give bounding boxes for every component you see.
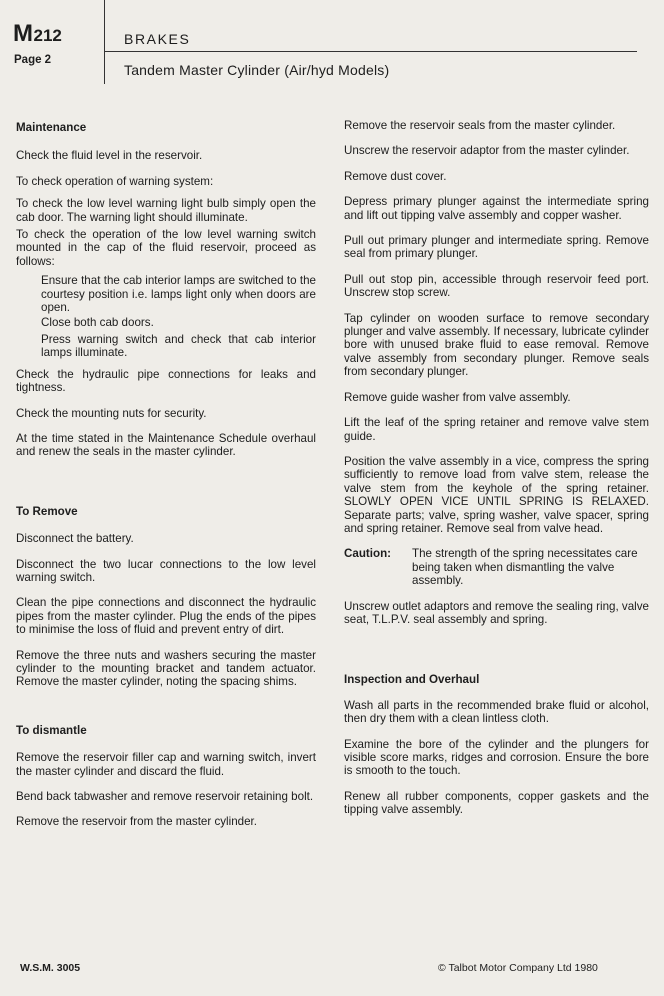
to-dismantle-para: Bend back tabwasher and remove reservoir retaining bolt.: [16, 790, 314, 803]
dismantle-step: Remove the reservoir seals from the master cylinder.: [344, 119, 616, 132]
header-vertical-rule: [104, 0, 105, 84]
to-remove-para: Disconnect the battery.: [16, 532, 134, 546]
maintenance-para: Check the hydraulic pipe connections for leaks and tightness.: [16, 367, 316, 395]
to-remove-para: Disconnect the two lucar connections to the low level warning switch.: [16, 557, 316, 584]
maintenance-para: To check operation of warning system:: [16, 174, 214, 188]
to-dismantle-heading: To dismantle: [16, 723, 87, 737]
maintenance-subpara: Close both cab doors.: [41, 316, 154, 330]
caution-text: The strength of the spring necessitates care being taken when dismantling the valve assembly.: [412, 547, 638, 588]
inspection-para: Examine the bore of the cylinder and the plungers for visible score marks, ridges and corrosion. Ensure the bore is smooth to the touch.: [344, 737, 649, 778]
maintenance-para: To check the operation of the low level warning switch mounted in the cap of the fluid reservoir, proceed as follows:: [16, 228, 316, 268]
section-code-number: 212: [33, 26, 62, 45]
to-remove-heading: To Remove: [16, 504, 78, 518]
section-code-letter: M: [13, 20, 33, 47]
caution-note: [344, 547, 649, 587]
header-horizontal-rule: [104, 51, 637, 52]
document-code: W.S.M. 3005: [20, 962, 81, 974]
dismantle-step: Remove dust cover.: [344, 169, 447, 183]
dismantle-step: Lift the leaf of the spring retainer and remove valve stem guide.: [344, 416, 649, 443]
to-dismantle-para: Remove the reservoir from the master cylinder.: [16, 815, 257, 829]
page-subtitle: Tandem Master Cylinder (Air/hyd Models): [124, 62, 390, 78]
maintenance-para: To check the low level warning light bulb simply open the cab door. The warning light should illuminate.: [16, 197, 316, 224]
to-remove-para: Clean the pipe connections and disconnect the hydraulic pipes from the master cylinder. Plug the ends of the pipes to minimise the loss of fluid and prevent entry of dirt.: [16, 596, 316, 637]
section-code: [13, 20, 62, 48]
section-title: BRAKES: [124, 31, 191, 47]
maintenance-subpara: Press warning switch and check that cab interior lamps illuminate.: [41, 332, 316, 360]
maintenance-subpara: Ensure that the cab interior lamps are switched to the courtesy position i.e. lamps light only when doors are open.: [41, 274, 316, 315]
dismantle-step: Pull out stop pin, accessible through reservoir feed port. Unscrew stop screw.: [344, 272, 649, 300]
dismantle-step: Tap cylinder on wooden surface to remove secondary plunger and valve assembly. If necessary, lubricate cylinder bore with unused brake fluid to ease removal. Remove valve assembly from secondary plunger. Remove seals from secondary plunger.: [344, 311, 649, 379]
inspection-para: Renew all rubber components, copper gaskets and the tipping valve assembly.: [344, 789, 649, 817]
copyright-notice: © Talbot Motor Company Ltd 1980: [438, 962, 598, 974]
maintenance-para: Check the mounting nuts for security.: [16, 406, 207, 420]
dismantle-step: Pull out primary plunger and intermediate spring. Remove seal from primary plunger.: [344, 234, 649, 261]
caution-label: Caution:: [344, 547, 392, 561]
maintenance-para: Check the fluid level in the reservoir.: [16, 149, 203, 163]
dismantle-step: Remove guide washer from valve assembly.: [344, 390, 571, 404]
page-number: Page 2: [14, 54, 52, 66]
dismantle-step: Unscrew outlet adaptors and remove the sealing ring, valve seat, T.L.P.V. seal assembly and spring.: [344, 599, 649, 626]
right-column: [344, 119, 649, 817]
left-column: [16, 121, 316, 829]
dismantle-step: Unscrew the reservoir adaptor from the master cylinder.: [344, 144, 630, 158]
inspection-heading: Inspection and Overhaul: [344, 673, 480, 687]
maintenance-para: At the time stated in the Maintenance Schedule overhaul and renew the seals in the master cylinder.: [16, 431, 316, 459]
dismantle-step: Depress primary plunger against the intermediate spring and lift out tipping valve assembly and copper washer.: [344, 195, 649, 222]
to-dismantle-para: Remove the reservoir filler cap and warning switch, invert the master cylinder and discard the fluid.: [16, 751, 316, 778]
maintenance-heading: Maintenance: [16, 121, 87, 134]
dismantle-step: Position the valve assembly in a vice, compress the spring sufficiently to remove load from valve stem, release the valve stem from the keyhole of the spring retainer. SLOWLY OPEN VICE UNTIL SPRING IS RELAXED. Separate parts; valve, spring washer, valve spacer, spring and spring retainer. Remove seal from valve head.: [344, 454, 649, 535]
inspection-para: Wash all parts in the recommended brake fluid or alcohol, then dry them with a clean lintless cloth.: [344, 698, 649, 726]
to-remove-para: Remove the three nuts and washers securing the master cylinder to the mounting bracket and tandem actuator. Remove the master cylinder, noting the spacing shims.: [16, 648, 316, 689]
